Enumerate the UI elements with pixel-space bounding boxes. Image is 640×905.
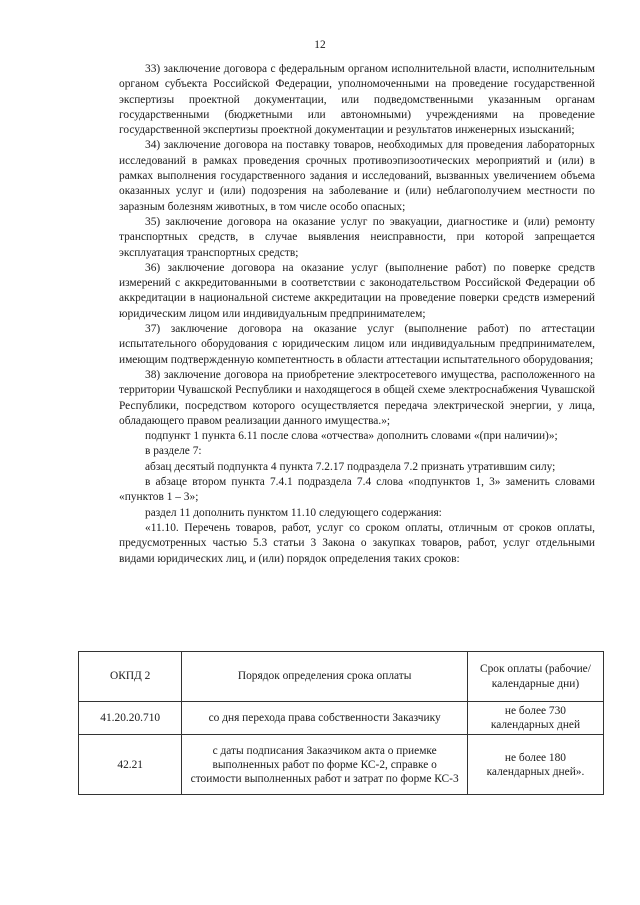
paragraph-35: 35) заключение договора на оказание услуг по эвакуации, диагностике и (или) ремонту транспортных средств, в случае выявления неисправности, при которой запрещается эксплуатация транспортных средств; xyxy=(119,215,595,259)
paragraph-11-10: «11.10. Перечень товаров, работ, услуг со сроком оплаты, отличным от сроков оплаты, предусмотренных частью 5.3 статьи 3 Закона о закупках товаров, работ, услуг отдельными видами юридических лиц, и (или) порядок определения таких сроков: xyxy=(119,521,595,565)
paragraph-37: 37) заключение договора на оказание услуг (выполнение работ) по аттестации испытательного оборудования с юридическим лицом или индивидуальным предпринимателем, имеющим подтвержденную компетентность в области аттестации испытательного оборудования; xyxy=(119,323,595,366)
header-procedure: Порядок определения срока оплаты xyxy=(182,652,468,702)
payment-terms-table xyxy=(78,651,604,795)
header-term: Срок оплаты (рабочие/ календарные дни) xyxy=(467,652,603,702)
cell-term: не более 180 календарных дней». xyxy=(467,735,603,795)
table-header-row xyxy=(79,652,604,702)
paragraph-amend-7-4-1: в абзаце втором пункта 7.4.1 подраздела 7.4 слова «подпунктов 1, 3» заменить словами «пунктов 1 – 3»; xyxy=(119,476,595,504)
table-row xyxy=(79,702,604,735)
paragraph-38: 38) заключение договора на приобретение электросетевого имущества, расположенного на территории Чувашской Республики и находящегося в общей схеме электроснабжения Чувашской Республики, посредством которого осуществляется передача электрической энергии, у лица, обладающего правом реализации данного имущества.»; xyxy=(119,368,595,427)
table-row xyxy=(79,735,604,795)
paragraph-amend-6-11: подпункт 1 пункта 6.11 после слова «отчества» дополнить словами «(при наличии)»; xyxy=(145,430,558,443)
paragraph-34: 34) заключение договора на поставку товаров, необходимых для проведения лабораторных исследований в рамках проведения срочных противоэпизоотических мероприятий и (или) в рамках выполнения государственного задания и исследований, вызванных увеличением объема оказанных услуг и (или) подозрения на заболевание и (или) неблагополучием местности по заразным болезням животных, в том числе особо опасных; xyxy=(119,139,595,213)
document-body xyxy=(119,62,595,567)
cell-okpd: 42.21 xyxy=(79,735,182,795)
paragraph-section-11: раздел 11 дополнить пунктом 11.10 следующего содержания: xyxy=(145,506,442,519)
paragraph-section-7: в разделе 7: xyxy=(145,445,202,458)
cell-procedure: с даты подписания Заказчиком акта о приемке выполненных работ по форме КС-2, справке о стоимости выполненных работ и затрат по форме КС-3 xyxy=(182,735,468,795)
paragraph-33: 33) заключение договора с федеральным органом исполнительной власти, исполнительным органом субъекта Российской Федерации, уполномоченными на проведение государственной экспертизы проектной документации, или подведомственными указанным органам государственными (бюджетными или автономными) учреждениями на проведение государственной экспертизы проектной документации и результатов инженерных изысканий; xyxy=(119,63,595,137)
paragraph-amend-7-2-17: абзац десятый подпункта 4 пункта 7.2.17 подраздела 7.2 признать утратившим силу; xyxy=(145,460,556,473)
cell-term: не более 730 календарных дней xyxy=(467,702,603,735)
header-okpd: ОКПД 2 xyxy=(79,652,182,702)
cell-procedure: со дня перехода права собственности Заказчику xyxy=(182,702,468,735)
cell-okpd: 41.20.20.710 xyxy=(79,702,182,735)
paragraph-36: 36) заключение договора на оказание услуг (выполнение работ) по поверке средств измерений с аккредитованными в соответствии с законодательством Российской Федерации об аккредитации в национальной системе аккредитации на проведение поверки средств измерений юридическим лицом или индивидуальным предпринимателем; xyxy=(119,261,595,320)
page-number: 12 xyxy=(314,39,326,51)
